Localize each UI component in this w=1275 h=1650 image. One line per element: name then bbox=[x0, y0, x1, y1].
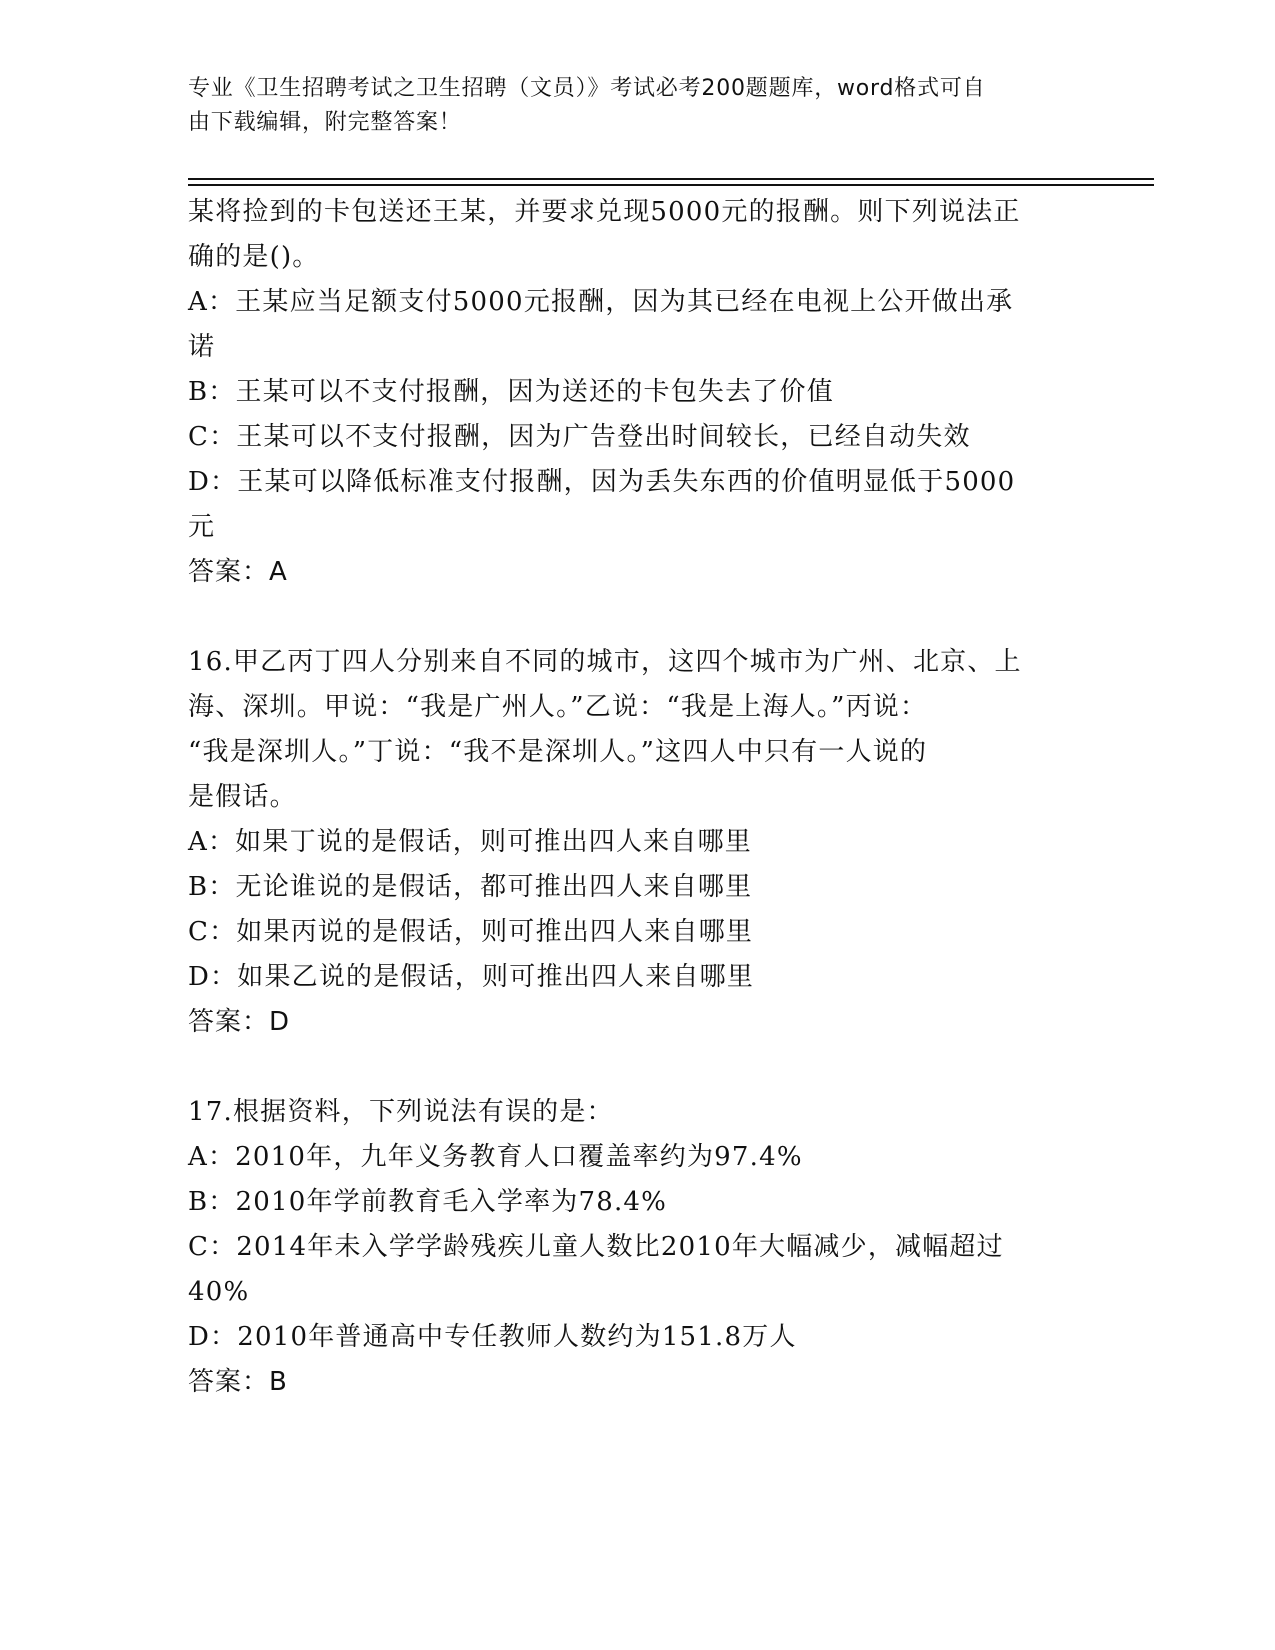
question-16-stem-line-3: “我是深圳人。”丁说：“我不是深圳人。”这四人中只有一人说的 bbox=[188, 737, 928, 767]
question-17-option-c-line-1: C：2014年未入学学龄残疾儿童人数比2010年大幅减少，减幅超过 bbox=[188, 1232, 1004, 1262]
question-16-answer: 答案：D bbox=[188, 1007, 291, 1037]
question-15-option-a-line-1: A：王某应当足额支付5000元报酬，因为其已经在电视上公开做出承 bbox=[188, 287, 1014, 317]
question-17-answer: 答案：B bbox=[188, 1367, 288, 1397]
question-17-option-c-line-2: 40% bbox=[188, 1277, 250, 1307]
question-17-option-b: B：2010年学前教育毛入学率为78.4% bbox=[188, 1187, 668, 1217]
document-header bbox=[188, 72, 1088, 140]
question-content bbox=[188, 190, 1068, 1405]
question-15-option-d-line-2: 元 bbox=[188, 512, 216, 542]
question-16-option-d: D：如果乙说的是假话，则可推出四人来自哪里 bbox=[188, 962, 755, 992]
header-divider-top bbox=[188, 178, 1154, 180]
question-16-option-c: C：如果丙说的是假话，则可推出四人来自哪里 bbox=[188, 917, 754, 947]
question-17-block bbox=[188, 1090, 1068, 1405]
question-16-option-a: A：如果丁说的是假话，则可推出四人来自哪里 bbox=[188, 827, 752, 857]
question-16-stem-line-1: 16.甲乙丙丁四人分别来自不同的城市，这四个城市为广州、北京、上 bbox=[188, 647, 1022, 677]
question-17-option-d: D：2010年普通高中专任教师人数约为151.8万人 bbox=[188, 1322, 797, 1352]
question-15-block bbox=[188, 190, 1068, 595]
header-divider-bottom bbox=[188, 184, 1154, 186]
question-17-stem: 17.根据资料，下列说法有误的是： bbox=[188, 1097, 614, 1127]
question-15-stem-line-2: 确的是()。 bbox=[188, 242, 320, 272]
question-16-stem-line-2: 海、深圳。甲说：“我是广州人。”乙说：“我是上海人。”丙说： bbox=[188, 692, 928, 722]
header-line-2: 由下载编辑，附完整答案！ bbox=[188, 110, 462, 135]
question-16-option-b: B：无论谁说的是假话，都可推出四人来自哪里 bbox=[188, 872, 753, 902]
question-15-answer: 答案：A bbox=[188, 557, 288, 587]
question-15-option-c: C：王某可以不支付报酬，因为广告登出时间较长，已经自动失效 bbox=[188, 422, 971, 452]
question-16-stem-line-4: 是假话。 bbox=[188, 782, 297, 812]
question-15-option-d-line-1: D：王某可以降低标准支付报酬，因为丢失东西的价值明显低于5000 bbox=[188, 467, 1016, 497]
question-17-option-a: A：2010年，九年义务教育人口覆盖率约为97.4% bbox=[188, 1142, 803, 1172]
question-15-option-a-line-2: 诺 bbox=[188, 332, 216, 362]
question-16-block bbox=[188, 640, 1068, 1045]
question-15-stem-line-1: 某将捡到的卡包送还王某，并要求兑现5000元的报酬。则下列说法正 bbox=[188, 197, 1021, 227]
question-15-option-b: B：王某可以不支付报酬，因为送还的卡包失去了价值 bbox=[188, 377, 834, 407]
header-line-1: 专业《卫生招聘考试之卫生招聘（文员）》考试必考200题题库，word格式可自 bbox=[188, 76, 986, 101]
